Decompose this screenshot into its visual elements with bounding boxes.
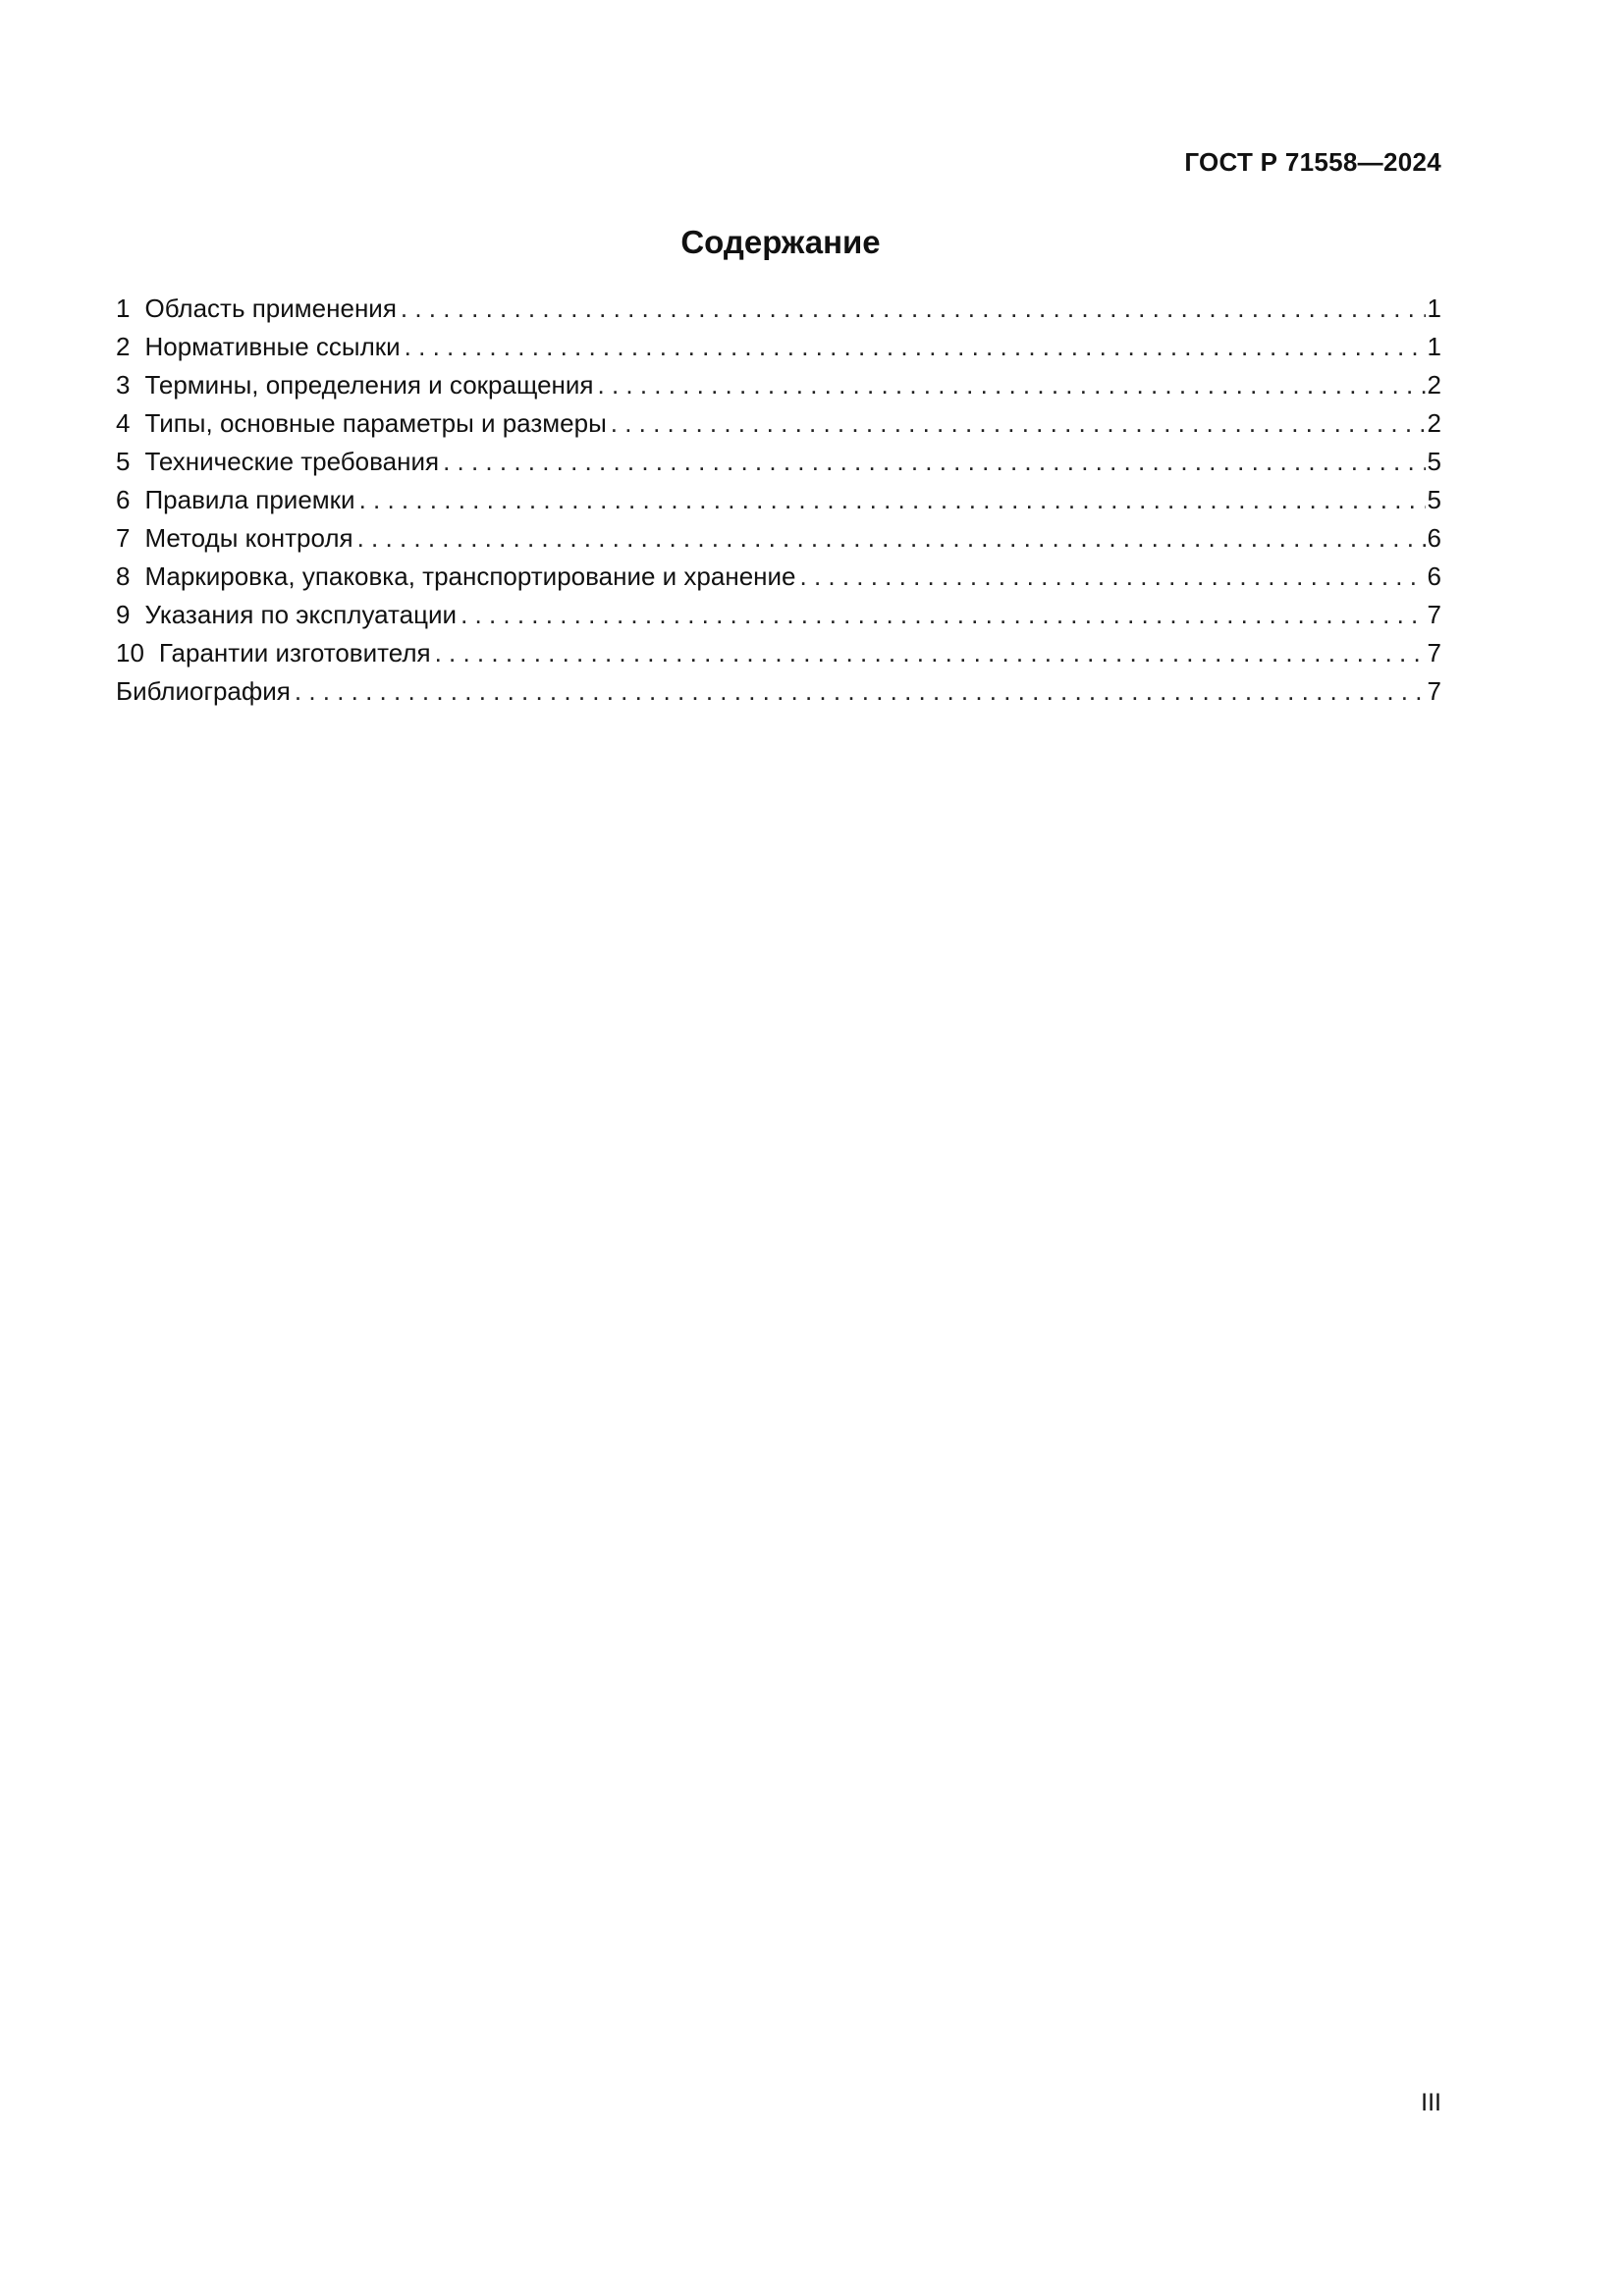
toc-entry-page: 6 xyxy=(1427,561,1441,591)
toc-entry-technical-requirements[interactable] xyxy=(116,443,1441,481)
toc-entry-page: 1 xyxy=(1427,332,1441,361)
toc-dot-leader xyxy=(598,366,1426,404)
toc-dot-leader xyxy=(357,519,1426,558)
toc-entry-page: 6 xyxy=(1427,523,1441,553)
toc-dot-leader xyxy=(359,481,1426,519)
toc-entry-page: 5 xyxy=(1427,447,1441,476)
toc-entry-number: 4 xyxy=(116,408,131,438)
toc-title: Содержание xyxy=(680,224,881,260)
toc-entry-number: 7 xyxy=(116,523,131,553)
toc-entry-types-parameters[interactable] xyxy=(116,404,1441,443)
toc-entry-marking-packaging[interactable] xyxy=(116,558,1441,596)
document-code: ГОСТ Р 71558—2024 xyxy=(1184,147,1441,177)
toc-entry-title: Методы контроля xyxy=(144,523,353,553)
toc-entry-normative-references[interactable] xyxy=(116,328,1441,366)
toc-entry-bibliography[interactable] xyxy=(116,672,1441,711)
toc-dot-leader xyxy=(460,596,1425,634)
toc-entry-number: 6 xyxy=(116,485,131,514)
page-number: III xyxy=(1421,2089,1441,2116)
toc-entry-terms[interactable] xyxy=(116,366,1441,404)
toc-entry-page: 2 xyxy=(1427,370,1441,400)
toc-entry-control-methods[interactable] xyxy=(116,519,1441,558)
toc-entry-scope[interactable] xyxy=(116,290,1441,328)
toc-entry-number: 1 xyxy=(116,294,131,323)
toc-dot-leader xyxy=(435,634,1426,672)
toc-entry-title: Правила приемки xyxy=(144,485,355,514)
toc-entry-title: Нормативные ссылки xyxy=(144,332,401,361)
toc-dot-leader xyxy=(401,290,1426,328)
toc-entry-number: 2 xyxy=(116,332,131,361)
toc-entry-title: Библиография xyxy=(116,676,291,706)
toc-dot-leader xyxy=(443,443,1425,481)
toc-entry-page: 1 xyxy=(1427,294,1441,323)
toc-entry-number: 9 xyxy=(116,600,131,629)
toc-dot-leader xyxy=(800,558,1426,596)
toc-entry-acceptance-rules[interactable] xyxy=(116,481,1441,519)
toc-entry-number: 5 xyxy=(116,447,131,476)
toc-entry-page: 7 xyxy=(1427,676,1441,706)
toc-entry-title: Маркировка, упаковка, транспортирование и хранение xyxy=(144,561,796,591)
toc-entry-title: Технические требования xyxy=(144,447,440,476)
toc-dot-leader xyxy=(611,404,1426,443)
table-of-contents xyxy=(116,290,1441,711)
toc-entry-number: 10 xyxy=(116,638,144,667)
toc-entry-title: Типы, основные параметры и размеры xyxy=(144,408,607,438)
toc-entry-title: Указания по эксплуатации xyxy=(144,600,458,629)
toc-entry-page: 7 xyxy=(1427,600,1441,629)
toc-entry-operation-instructions[interactable] xyxy=(116,596,1441,634)
toc-entry-number: 3 xyxy=(116,370,131,400)
toc-entry-title: Гарантии изготовителя xyxy=(158,638,431,667)
toc-entry-page: 7 xyxy=(1427,638,1441,667)
toc-entry-page: 5 xyxy=(1427,485,1441,514)
toc-entry-title: Термины, определения и сокращения xyxy=(144,370,594,400)
toc-dot-leader xyxy=(295,672,1426,711)
toc-entry-manufacturer-warranty[interactable] xyxy=(116,634,1441,672)
toc-entry-page: 2 xyxy=(1427,408,1441,438)
toc-entry-number: 8 xyxy=(116,561,131,591)
toc-dot-leader xyxy=(405,328,1426,366)
toc-entry-title: Область применения xyxy=(144,294,397,323)
